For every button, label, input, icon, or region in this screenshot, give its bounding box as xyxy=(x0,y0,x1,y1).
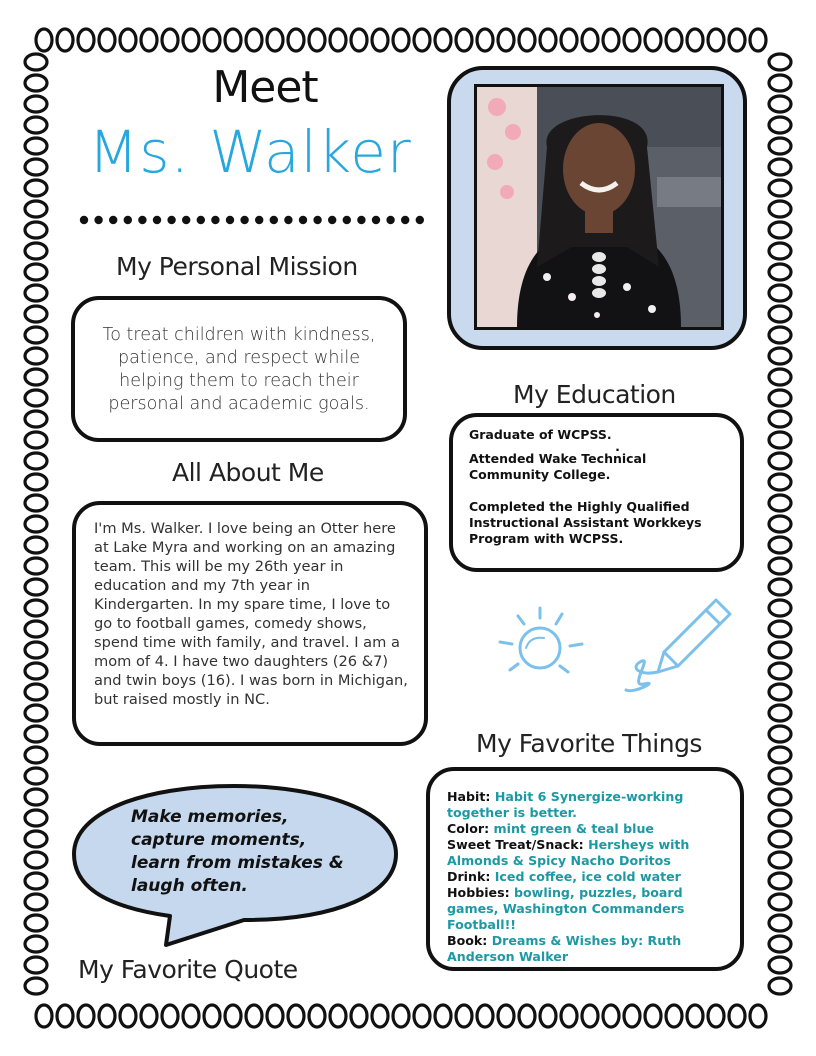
education-heading: My Education xyxy=(513,380,676,409)
fav-label-hobbies: Hobbies: xyxy=(447,885,510,900)
border-loop xyxy=(750,1005,766,1027)
border-loop xyxy=(687,29,703,51)
border-loop xyxy=(769,831,791,847)
border-loop xyxy=(769,453,791,469)
border-loop xyxy=(25,957,47,973)
education-dot: . xyxy=(615,439,620,454)
fav-label-book: Book: xyxy=(447,933,488,948)
border-loop xyxy=(769,222,791,238)
border-loop xyxy=(769,579,791,595)
border-loop xyxy=(25,474,47,490)
favorites-heading: My Favorite Things xyxy=(476,729,702,758)
border-loop xyxy=(372,29,388,51)
border-loop xyxy=(519,1005,535,1027)
border-loop xyxy=(25,369,47,385)
border-loop xyxy=(25,54,47,70)
border-loop xyxy=(769,768,791,784)
quote-line-2: capture moments, xyxy=(131,830,307,850)
border-loop xyxy=(204,1005,220,1027)
divider-dot xyxy=(299,216,307,224)
divider-dot xyxy=(153,216,161,224)
border-loop xyxy=(267,1005,283,1027)
border-loop xyxy=(393,29,409,51)
border-loop xyxy=(162,1005,178,1027)
border-loop xyxy=(25,663,47,679)
border-loop xyxy=(769,306,791,322)
border-loop xyxy=(769,75,791,91)
border-loop xyxy=(162,29,178,51)
border-loop xyxy=(25,432,47,448)
border-loop xyxy=(351,29,367,51)
divider-dot xyxy=(343,216,351,224)
teacher-name: Ms. Walker xyxy=(88,118,412,186)
border-loop xyxy=(246,29,262,51)
quote-line-4: laugh often. xyxy=(131,876,248,896)
border-loop xyxy=(78,1005,94,1027)
border-loop xyxy=(769,957,791,973)
border-loop xyxy=(769,915,791,931)
border-loop xyxy=(769,873,791,889)
border-loop xyxy=(141,1005,157,1027)
border-loop xyxy=(769,705,791,721)
border-loop xyxy=(498,1005,514,1027)
border-loop xyxy=(769,852,791,868)
border-loop xyxy=(25,264,47,280)
border-loop xyxy=(99,1005,115,1027)
divider-dot xyxy=(138,216,146,224)
border-loop xyxy=(769,159,791,175)
border-loop xyxy=(708,1005,724,1027)
border-loop xyxy=(769,411,791,427)
border-loop xyxy=(769,180,791,196)
divider-dot xyxy=(372,216,380,224)
sun-doodle xyxy=(496,602,588,684)
border-loop xyxy=(25,117,47,133)
border-loop xyxy=(769,348,791,364)
divider-dot xyxy=(182,216,190,224)
divider-dot xyxy=(401,216,409,224)
border-loop xyxy=(25,621,47,637)
divider-dot xyxy=(124,216,132,224)
border-loop xyxy=(25,558,47,574)
divider-dot xyxy=(240,216,248,224)
border-loop xyxy=(330,1005,346,1027)
border-loop xyxy=(769,978,791,994)
border-loop xyxy=(25,516,47,532)
border-loop xyxy=(25,159,47,175)
divider-dot xyxy=(416,216,424,224)
border-loop xyxy=(372,1005,388,1027)
border-loop xyxy=(183,29,199,51)
border-loop xyxy=(769,54,791,70)
border-loop xyxy=(78,29,94,51)
border-loop xyxy=(25,810,47,826)
border-loop xyxy=(120,29,136,51)
border-loop xyxy=(456,1005,472,1027)
border-loop xyxy=(561,29,577,51)
education-line-1: Graduate of WCPSS. xyxy=(469,427,612,442)
border-loop xyxy=(603,1005,619,1027)
border-loop xyxy=(769,243,791,259)
quote-text xyxy=(131,806,371,898)
border-loop xyxy=(769,936,791,952)
mission-box xyxy=(71,296,407,442)
border-loop xyxy=(25,747,47,763)
border-loop xyxy=(769,495,791,511)
border-loop xyxy=(456,29,472,51)
border-loop xyxy=(204,29,220,51)
border-loop xyxy=(25,936,47,952)
border-loop xyxy=(25,579,47,595)
border-loop xyxy=(25,705,47,721)
border-loop xyxy=(25,537,47,553)
divider-dot xyxy=(197,216,205,224)
border-loop xyxy=(769,201,791,217)
border-loop xyxy=(25,600,47,616)
border-loop xyxy=(687,1005,703,1027)
divider-dot xyxy=(80,216,88,224)
divider-dot xyxy=(357,216,365,224)
border-loop xyxy=(666,1005,682,1027)
border-loop xyxy=(477,29,493,51)
divider-dot xyxy=(109,216,117,224)
border-loop xyxy=(99,29,115,51)
fav-value-drink: Iced coffee, ice cold water xyxy=(494,869,681,884)
border-loop xyxy=(393,1005,409,1027)
border-loop xyxy=(769,264,791,280)
about-heading: All About Me xyxy=(172,458,324,487)
about-text: I'm Ms. Walker. I love being an Otter here at Lake Myra and working on an amazing team. This will be my 26th year in education and my 7th year in Kindergarten. In my spare time, I love to go to football games, comedy shows, spend time with family, and travel. I am a mom of 4. I have two daughters (26 &7) and twin boys (16). I was born in Michigan, but raised mostly in NC. xyxy=(94,520,408,708)
border-loop xyxy=(477,1005,493,1027)
border-loop xyxy=(25,306,47,322)
fav-label-snack: Sweet Treat/Snack: xyxy=(447,837,584,852)
quote-heading: My Favorite Quote xyxy=(78,955,298,984)
border-loop xyxy=(769,621,791,637)
border-loop xyxy=(25,768,47,784)
border-loop xyxy=(25,726,47,742)
divider-dot xyxy=(313,216,321,224)
border-loop xyxy=(769,432,791,448)
border-loop xyxy=(288,29,304,51)
border-loop xyxy=(769,117,791,133)
border-loop xyxy=(435,1005,451,1027)
border-loop xyxy=(729,1005,745,1027)
border-loop xyxy=(25,138,47,154)
border-loop xyxy=(769,810,791,826)
border-loop xyxy=(540,29,556,51)
border-loop xyxy=(769,96,791,112)
border-loop xyxy=(351,1005,367,1027)
border-loop xyxy=(624,1005,640,1027)
education-box xyxy=(449,413,744,572)
border-loop xyxy=(498,29,514,51)
border-loop xyxy=(246,1005,262,1027)
border-loop xyxy=(25,873,47,889)
border-loop xyxy=(582,1005,598,1027)
border-loop xyxy=(25,411,47,427)
border-loop xyxy=(25,243,47,259)
divider-dot xyxy=(270,216,278,224)
border-loop xyxy=(25,894,47,910)
border-loop xyxy=(36,1005,52,1027)
border-loop xyxy=(769,789,791,805)
quote-line-1: Make memories, xyxy=(131,807,289,827)
border-loop xyxy=(25,96,47,112)
border-loop xyxy=(309,1005,325,1027)
border-loop xyxy=(708,29,724,51)
meet-label: Meet xyxy=(212,62,318,113)
border-loop xyxy=(769,369,791,385)
border-loop xyxy=(769,747,791,763)
border-loop xyxy=(25,201,47,217)
border-loop xyxy=(769,138,791,154)
border-loop xyxy=(225,1005,241,1027)
border-loop xyxy=(25,642,47,658)
fav-label-drink: Drink: xyxy=(447,869,491,884)
border-loop xyxy=(57,29,73,51)
divider-dot xyxy=(94,216,102,224)
border-loop xyxy=(750,29,766,51)
border-loop xyxy=(769,537,791,553)
favorites-box xyxy=(426,767,744,971)
education-line-3: Completed the Highly Qualified Instructional Assistant Workkeys Program with WCPSS. xyxy=(469,499,702,546)
border-loop xyxy=(309,29,325,51)
divider-dot xyxy=(284,216,292,224)
divider-dot xyxy=(167,216,175,224)
border-loop xyxy=(25,495,47,511)
border-loop xyxy=(267,29,283,51)
fav-value-hobbies: bowling, puzzles, board games, Washington Commanders Football!! xyxy=(447,885,685,932)
border-loop xyxy=(25,978,47,994)
border-loop xyxy=(120,1005,136,1027)
border-loop xyxy=(769,894,791,910)
border-loop xyxy=(645,1005,661,1027)
border-loop xyxy=(25,285,47,301)
border-loop xyxy=(25,831,47,847)
border-loop xyxy=(769,558,791,574)
border-loop xyxy=(769,642,791,658)
border-loop xyxy=(288,1005,304,1027)
border-loop xyxy=(603,29,619,51)
border-loop xyxy=(435,29,451,51)
border-loop xyxy=(769,474,791,490)
divider-dot xyxy=(386,216,394,224)
border-loop xyxy=(25,453,47,469)
border-loop xyxy=(25,915,47,931)
mission-text: To treat children with kindness, patience, and respect while helping them to reach their personal and academic goals. xyxy=(102,325,376,414)
border-loop xyxy=(769,327,791,343)
divider-dot xyxy=(255,216,263,224)
border-loop xyxy=(25,75,47,91)
border-loop xyxy=(414,29,430,51)
border-loop xyxy=(519,29,535,51)
border-loop xyxy=(769,390,791,406)
mission-heading: My Personal Mission xyxy=(116,252,358,281)
border-loop xyxy=(769,663,791,679)
border-loop xyxy=(330,29,346,51)
about-box xyxy=(72,501,428,746)
quote-line-3: learn from mistakes & xyxy=(131,853,344,873)
divider-dot xyxy=(226,216,234,224)
border-loop xyxy=(624,29,640,51)
divider-dot xyxy=(211,216,219,224)
border-loop xyxy=(57,1005,73,1027)
border-loop xyxy=(25,390,47,406)
border-loop xyxy=(561,1005,577,1027)
border-loop xyxy=(25,327,47,343)
border-loop xyxy=(540,1005,556,1027)
border-loop xyxy=(36,29,52,51)
border-loop xyxy=(729,29,745,51)
education-line-2: Attended Wake Technical Community College. xyxy=(469,451,647,482)
border-loop xyxy=(25,222,47,238)
border-loop xyxy=(25,684,47,700)
dotted-divider xyxy=(78,212,424,228)
border-loop xyxy=(645,29,661,51)
border-loop xyxy=(769,726,791,742)
border-loop xyxy=(183,1005,199,1027)
border-loop xyxy=(25,789,47,805)
fav-value-book: Dreams & Wishes by: Ruth Anderson Walker xyxy=(447,933,682,964)
border-loop xyxy=(769,285,791,301)
fav-value-habit: Habit 6 Synergize-working together is better. xyxy=(447,789,684,820)
border-loop xyxy=(25,348,47,364)
fav-label-habit: Habit: xyxy=(447,789,491,804)
divider-dot xyxy=(328,216,336,224)
portrait-photo xyxy=(474,84,724,330)
border-loop xyxy=(225,29,241,51)
border-loop xyxy=(414,1005,430,1027)
border-loop xyxy=(769,516,791,532)
fav-value-snack: Hersheys with Almonds & Spicy Nacho Doritos xyxy=(447,837,690,868)
border-loop xyxy=(769,684,791,700)
border-loop xyxy=(25,180,47,196)
pencil-doodle xyxy=(620,592,738,696)
border-loop xyxy=(582,29,598,51)
border-loop xyxy=(25,852,47,868)
border-loop xyxy=(141,29,157,51)
fav-value-color: mint green & teal blue xyxy=(493,821,654,836)
border-loop xyxy=(769,600,791,616)
border-loop xyxy=(666,29,682,51)
fav-label-color: Color: xyxy=(447,821,490,836)
